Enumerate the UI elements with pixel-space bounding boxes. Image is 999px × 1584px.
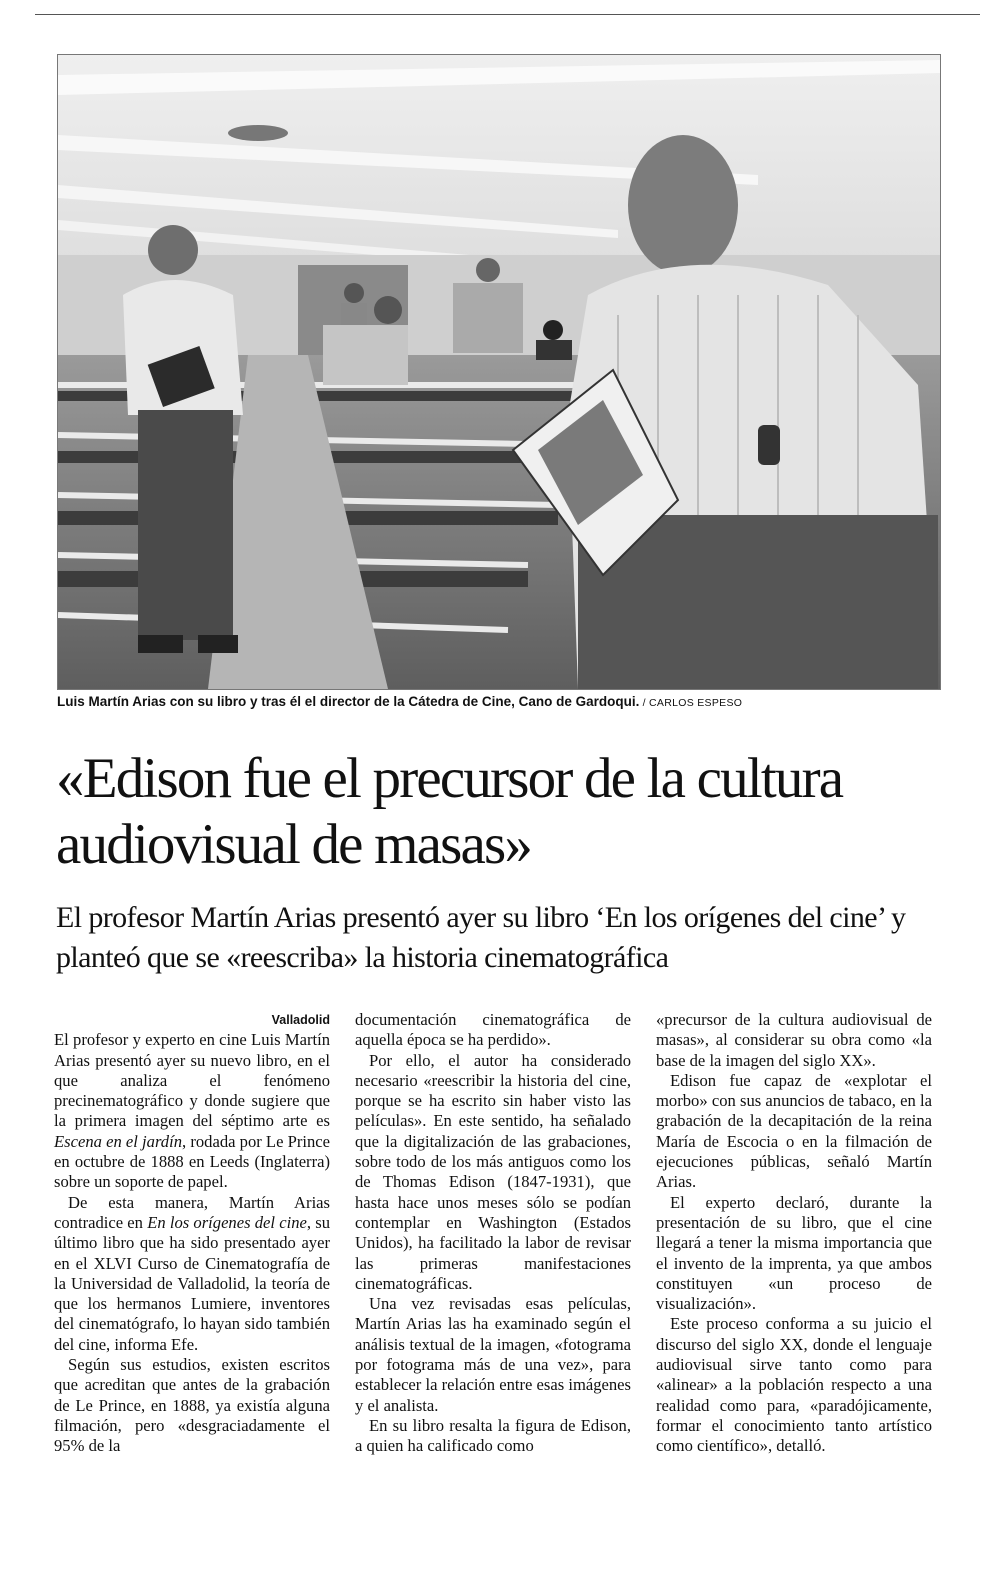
text-run: El profesor y experto en cine Luis Martín Arias presentó ayer su nuevo libro, en el que analiza el fenómeno precinematográfico y donde sugiere que la primera imagen del séptimo arte es [54,1030,330,1131]
text-run: , su último libro que ha sido presentado ayer en el XLVI Curso de Cinematografía de la Universidad de Valladolid, la teoría de que los hermanos Lumiere, inventores del cinematógrafo, lo hayan sido también del cine, informa Efe. [54,1212,331,1354]
paragraph: En su libro resalta la figura de Edison, a quien ha calificado como [355,1415,631,1456]
article-column-3 [656,1010,932,1457]
paragraph: «precursor de la cultura audiovisual de masas», al considerar su obra como «la base de la imagen del siglo XX». [656,1010,932,1070]
headline: «Edison fue el precursor de la cultura audiovisual de masas» [56,747,843,876]
paragraph [54,1193,330,1355]
book-title: En los orígenes del cine [147,1212,307,1232]
film-title: Escena en el jardín [54,1131,183,1151]
text-run: , rodada por Le Prince en octubre de 1888 en Leeds (Inglaterra) sobre un soporte de papel. [54,1131,330,1192]
paragraph [54,1030,330,1192]
paragraph: El experto declaró, durante la presentación de su libro, que el cine llegará a tener la misma importancia que el invento de la imprenta, ya que ambos constituyen «un proceso de visualización». [656,1192,932,1314]
top-rule [35,14,980,15]
article-column-1 [54,1010,330,1457]
paragraph: Este proceso conforma a su juicio el discurso del siglo XX, donde el lenguaje audiovisual sirve tanto como para «alinear» a la población respecto a una realidad como para, «paradójicamente, formar el conocimiento tanto artístico como científico», detalló. [656,1314,932,1456]
paragraph: documentación cinematográfica de aquella época se ha perdido». [355,1010,631,1050]
photo-credit: / CARLOS ESPESO [639,697,743,709]
article-column-2 [355,1010,631,1457]
text-run: De esta manera, Martín Arias contradice en [54,1192,330,1232]
caption-text: Luis Martín Arias con su libro y tras él el director de la Cátedra de Cine, Cano de Gardoqui. [57,694,640,709]
subhead: El profesor Martín Arias presentó ayer su libro ‘En los orígenes del cine’ y planteó que se «reescriba» la historia cinematográfica [56,901,906,974]
paragraph: Según sus estudios, existen escritos que acreditan que antes de la grabación de Le Prince, en 1888, ya existía alguna filmación, pero «desgraciadamente el 95% de la [54,1355,330,1456]
paragraph: Edison fue capaz de «explotar el morbo» con sus anuncios de tabaco, en la grabación de la decapitación de la reina María de Escocia o en la filmación de ejecuciones públicas, señaló Martín Arias. [656,1070,932,1192]
news-photo [57,54,941,690]
paragraph: Por ello, el autor ha considerado necesario «reescribir la historia del cine, porque se ha escrito sin haber visto las películas». En este sentido, ha señalado que la digitalización de las grabaciones, sobre todo de los más antiguos como los de Thomas Edison (1847-1931), que hasta hace unos meses sólo se podían contemplar en Washington (Estados Unidos), ha facilitado la labor de revisar las primeras manifestaciones cinematográficas. [355,1050,631,1293]
photo-caption [57,694,957,709]
paragraph: Una vez revisadas esas películas, Martín Arias las ha examinado según el análisis textual de la imagen, «fotograma por fotograma más de una vez», para establecer la relación entre esas imágenes y el analista. [355,1294,631,1415]
dateline: Valladolid [271,1013,330,1027]
